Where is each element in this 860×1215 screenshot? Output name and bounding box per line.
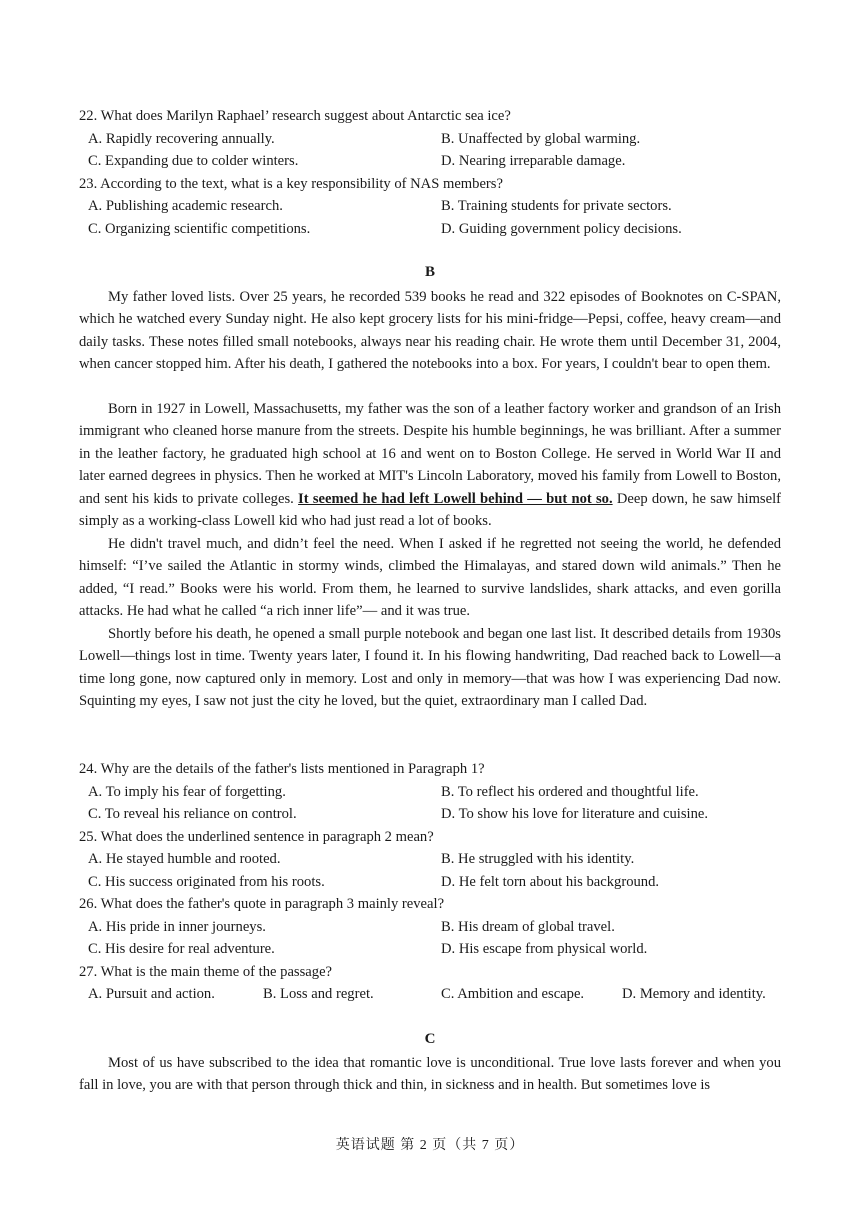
passage-b-paragraph-4: Shortly before his death, he opened a small purple notebook and began one last list. It described details from 1930s Lowell—things lost in time. Twenty years later, I found it. In his flowing handwriting, Dad reached back to Lowell—a time long gone, now captured only in memory. Lost and only in memory—that was how I was experiencing Dad now. Squinting my eyes, I saw not just the city he loved, but the quiet, extraordinary man I called Dad. [79, 626, 781, 710]
paragraph-2-text-after: Deep down, he saw himself simply as a working-class Lowell kid who had just read a lot of books. [79, 490, 782, 530]
question-24-option-b: B. To reflect his ordered and thoughtful life. [441, 784, 699, 800]
question-24-stem: 24. Why are the details of the father's lists mentioned in Paragraph 1? [79, 761, 485, 777]
question-22-stem: 22. What does Marilyn Raphael’ research suggest about Antarctic sea ice? [79, 108, 511, 124]
question-26-stem: 26. What does the father's quote in paragraph 3 mainly reveal? [79, 896, 445, 912]
section-c-heading: C [424, 1031, 436, 1047]
question-26-option-b: B. His dream of global travel. [441, 919, 615, 935]
question-27-stem: 27. What is the main theme of the passage? [79, 964, 333, 980]
question-27-option-c: C. Ambition and escape. [441, 986, 585, 1002]
question-23-option-d: D. Guiding government policy decisions. [441, 221, 682, 237]
section-b-heading: B [424, 264, 435, 280]
underlined-sentence: It seemed he had left Lowell behind — but not so. [298, 490, 613, 507]
question-23-stem: 23. According to the text, what is a key responsibility of NAS members? [79, 176, 503, 192]
question-22-option-a: A. Rapidly recovering annually. [88, 131, 275, 147]
question-24-option-a: A. To imply his fear of forgetting. [88, 784, 286, 800]
question-26-option-d: D. His escape from physical world. [441, 941, 648, 957]
question-27-option-d: D. Memory and identity. [622, 986, 766, 1002]
passage-b-paragraph-2 [79, 398, 781, 532]
question-24-option-c: C. To reveal his reliance on control. [88, 806, 297, 822]
question-24-option-d: D. To show his love for literature and cuisine. [441, 806, 709, 822]
question-23-option-a: A. Publishing academic research. [88, 198, 283, 214]
question-23-option-b: B. Training students for private sectors. [441, 198, 672, 214]
passage-c-paragraph-1: Most of us have subscribed to the idea that romantic love is unconditional. True love lasts forever and when you fall in love, you are with that person through thick and thin, in sickness and in health. But sometimes love is [79, 1055, 781, 1094]
question-22-option-c: C. Expanding due to colder winters. [88, 153, 299, 169]
question-25-option-a: A. He stayed humble and rooted. [88, 851, 281, 867]
question-25-option-d: D. He felt torn about his background. [441, 874, 660, 890]
question-23-option-c: C. Organizing scientific competitions. [88, 221, 311, 237]
question-22-option-d: D. Nearing irreparable damage. [441, 153, 626, 169]
page-footer: 英语试题 第 2 页（共 7 页） [335, 1138, 525, 1153]
paragraph-2-text-before: Born in 1927 in Lowell, Massachusetts, my father was the son of a leather factory worker and grandson of an Irish immigrant who cleaned horse manure from the streets. Despite his humble beginnings, he was brilliant. After a summer in the leather factory, he graduated high school at 16 and went on to Boston College. He served in World War II and later earned degrees in physics. Then he worked at MIT's Lincoln Laboratory, moved his family from Lowell to Boston, and sent his kids to private colleges. [79, 401, 781, 507]
question-27-option-b: B. Loss and regret. [263, 986, 374, 1002]
question-25-option-c: C. His success originated from his roots. [88, 874, 325, 890]
question-26-option-a: A. His pride in inner journeys. [88, 919, 266, 935]
question-22-option-b: B. Unaffected by global warming. [441, 131, 641, 147]
question-27-option-a: A. Pursuit and action. [88, 986, 215, 1002]
passage-b-paragraph-3: He didn't travel much, and didn’t feel the need. When I asked if he regretted not seeing the world, he defended himself: “I’ve sailed the Atlantic in stormy winds, climbed the Himalayas, and stared down wild animals.” Then he added, “I read.” Books were his world. From them, he learned to survive landslides, shark attacks, and even gorilla attacks. He had what he called “a rich inner life”— and it was true. [79, 536, 781, 620]
passage-b-paragraph-1: My father loved lists. Over 25 years, he recorded 539 books he read and 322 episodes of Booknotes on C-SPAN, which he watched every Sunday night. He also kept grocery lists for his mini-fridge—Pepsi, coffee, heavy cream—and daily tasks. These notes filled small notebooks, always near his reading chair. He wrote them until December 31, 2004, when cancer stopped him. After his death, I gathered the notebooks into a box. For years, I couldn't bear to open them. [79, 289, 781, 373]
question-26-option-c: C. His desire for real adventure. [88, 941, 275, 957]
question-25-stem: 25. What does the underlined sentence in paragraph 2 mean? [79, 829, 434, 845]
question-25-option-b: B. He struggled with his identity. [441, 851, 635, 867]
